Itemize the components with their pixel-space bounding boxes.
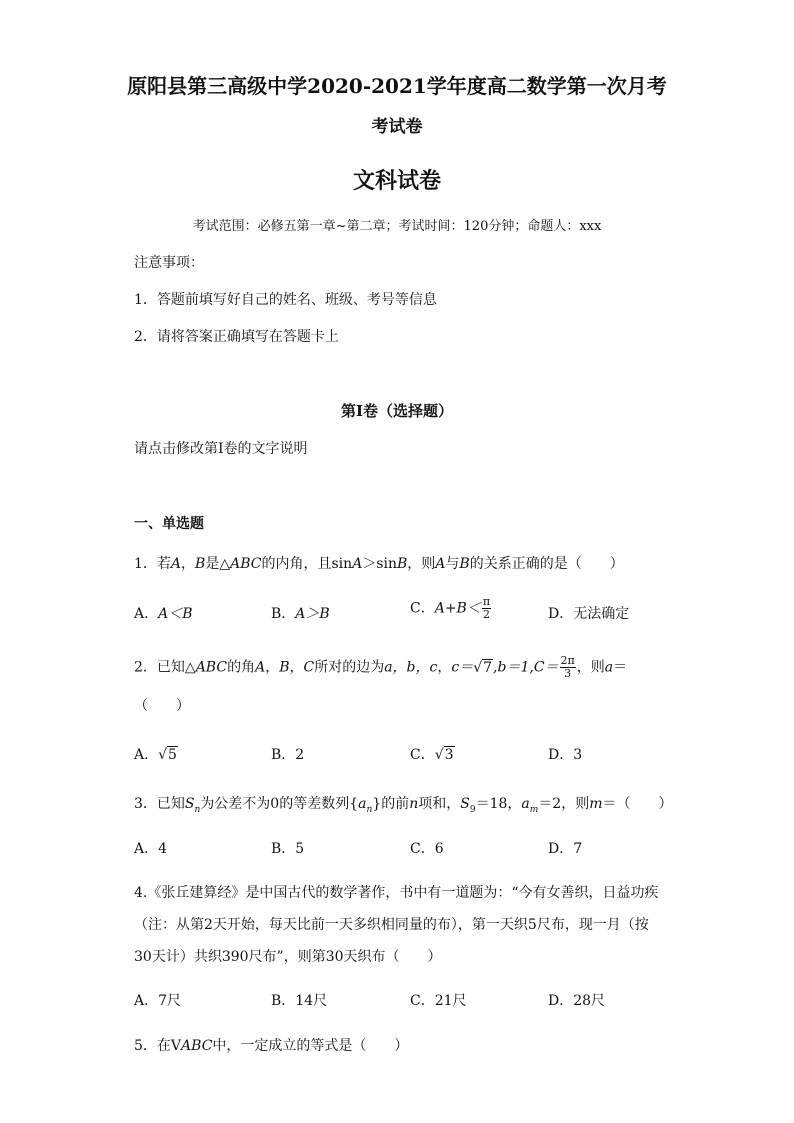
q4-option-d: D．28尺 [548, 993, 606, 1009]
q2-option-a: A．√5 [134, 747, 177, 763]
q1-option-a: A．A＜B [134, 606, 193, 622]
q2-option-b: B．2 [271, 747, 305, 763]
note-item-2: 2．请将答案正确填写在答题卡上 [134, 329, 339, 345]
question-3: 3．已知$S_n$为公差不为0的等差数列$\{a_n\}$的前n项和，$S_9=18$，$a_m=2$，则m＝（ ） [134, 796, 673, 815]
question-2: 2．已知△ABC的角A，B，C所对的边为a，b，c，c＝√7,b＝1,C＝ $\frac{2\pi}{3}$ ，则a＝ [134, 654, 628, 680]
pi-over-2-fraction: $\frac{\pi}{2}$ [482, 595, 491, 621]
q1-option-b: B．A＞B [271, 606, 330, 622]
exam-info: 考试范围：必修五第一章~第二章；考试时间：120分钟；命题人：xxx [192, 219, 602, 234]
q2-option-d: D．3 [548, 747, 583, 763]
note-item-1: 1．答题前填写好自己的姓名、班级、考号等信息 [134, 292, 437, 308]
q1-option-d: D．无法确定 [548, 606, 630, 622]
section-title: 第I卷（选择题） [340, 402, 454, 420]
exam-title: 原阳县第三高级中学2020-2021学年度高二数学第一次月考 [127, 74, 667, 98]
notes-heading: 注意事项： [134, 255, 204, 271]
sqrt-symbol: √7 [473, 659, 493, 676]
two-pi-over-3-fraction: $\frac{2\pi}{3}$ [560, 654, 575, 680]
q3-option-c: C．6 [410, 841, 444, 857]
part-heading: 一、单选题 [134, 516, 204, 532]
question-4-line1: 4.《张丘建算经》是中国古代的数学著作，书中有一道题为：“今有女善织，日益功疾 [134, 885, 659, 901]
q4-option-c: C．21尺 [410, 993, 467, 1009]
q3-option-b: B．5 [271, 841, 305, 857]
question-4-line2: （注：从第2天开始，每天比前一天多织相同量的布），第一天织5尺布，现一月（按 [134, 917, 649, 933]
q3-option-d: D．7 [548, 841, 583, 857]
section-description: 请点击修改第I卷的文字说明 [134, 441, 308, 457]
q3-option-a: A．4 [134, 841, 168, 857]
question-5: 5．在VABC中，一定成立的等式是（ ） [134, 1038, 409, 1054]
q2-option-c: C．√3 [410, 747, 454, 763]
exam-title-line2: 考试卷 [371, 117, 423, 137]
q1-option-c: C．A+B＜ $\frac{\pi}{2}$ [410, 595, 491, 621]
paper-type-title: 文科试卷 [352, 168, 441, 194]
q4-option-b: B．14尺 [271, 993, 328, 1009]
q4-option-a: A．7尺 [134, 993, 182, 1009]
question-2-line2: （ ） [134, 698, 190, 714]
question-4-line3: 30天计）共织390尺布”，则第30天织布（ ） [134, 949, 442, 965]
question-1: 1．若A，B是△ABC的内角，且sinA＞sinB，则A与B的关系正确的是（ ） [134, 556, 624, 572]
